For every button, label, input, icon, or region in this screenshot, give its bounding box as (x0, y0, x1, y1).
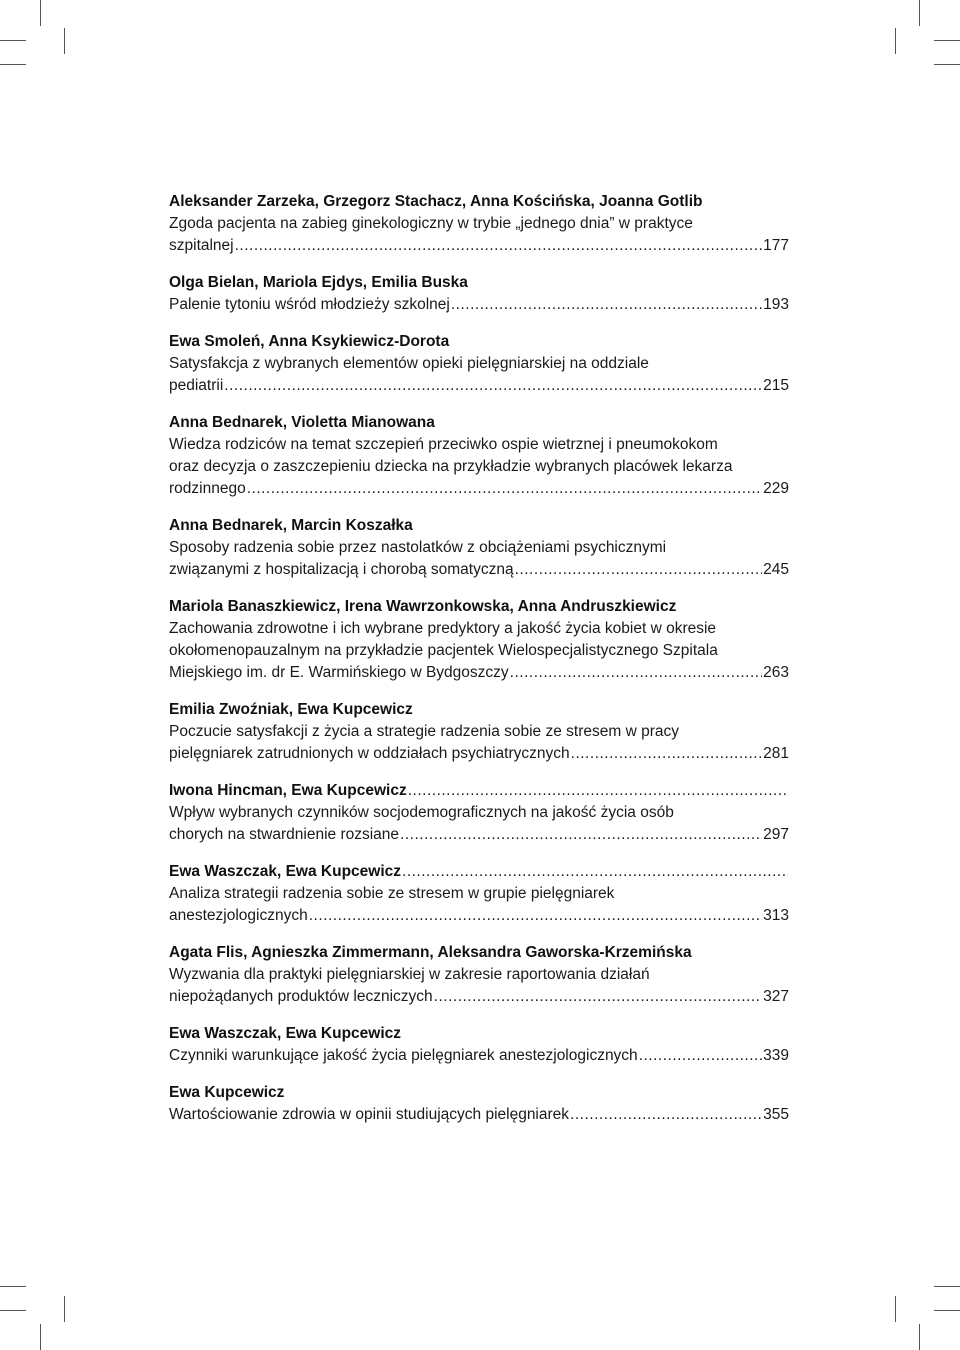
dot-leader (451, 294, 762, 316)
crop-mark (0, 1286, 26, 1287)
crop-mark (895, 28, 896, 54)
dot-leader (402, 861, 788, 883)
crop-mark (919, 0, 920, 26)
toc-title-last-row (169, 662, 789, 684)
toc-title-line: Zachowania zdrowotne i ich wybrane predyktory a jakość życia kobiet w okresie (169, 620, 717, 637)
toc-entry (169, 699, 789, 765)
page-number: 281 (763, 745, 789, 762)
toc-title-line: związanymi z hospitalizacją i chorobą somatyczną (169, 561, 514, 578)
crop-mark (934, 40, 960, 41)
toc-title-last-row (169, 559, 789, 581)
toc-title-line: Czynniki warunkujące jakość życia pielęgniarek anestezjologicznych (169, 1047, 638, 1064)
toc-entry (169, 515, 789, 581)
toc-title-line: szpitalnej (169, 237, 234, 254)
crop-mark (64, 28, 65, 54)
toc-authors: Ewa Smoleń, Anna Ksykiewicz-Dorota (169, 333, 450, 350)
toc-authors: Iwona Hincman, Ewa Kupcewicz (169, 782, 407, 799)
dot-leader (224, 375, 762, 397)
toc-authors: Aleksander Zarzeka, Grzegorz Stachacz, Anna Kościńska, Joanna Gotlib (169, 193, 703, 210)
toc-title-last-row (169, 478, 789, 500)
toc-entry (169, 596, 789, 684)
toc-entry (169, 412, 789, 500)
toc-title-line: Analiza strategii radzenia sobie ze stresem w grupie pielęgniarek (169, 885, 615, 902)
toc-title-line: okołomenopauzalnym na przykładzie pacjentek Wielospecjalistycznego Szpitala (169, 642, 718, 659)
toc-title-line: niepożądanych produktów leczniczych (169, 988, 433, 1005)
toc-title-line: pielęgniarek zatrudnionych w oddziałach psychiatrycznych (169, 745, 570, 762)
crop-mark (40, 0, 41, 26)
toc-title-line: Wpływ wybranych czynników socjodemograficznych na jakość życia osób (169, 804, 674, 821)
crop-mark (40, 1324, 41, 1350)
page-number: 193 (763, 296, 789, 313)
page-number: 245 (763, 561, 789, 578)
toc-title-line: chorych na stwardnienie rozsiane (169, 826, 400, 843)
crop-mark (895, 1296, 896, 1322)
toc-authors: Emilia Zwoźniak, Ewa Kupcewicz (169, 701, 413, 718)
crop-mark (934, 64, 960, 65)
toc-entry (169, 331, 789, 397)
toc-authors: Ewa Waszczak, Ewa Kupcewicz (169, 1025, 402, 1042)
toc-authors-row (169, 780, 789, 802)
toc-title-last-row (169, 1104, 789, 1126)
crop-mark (0, 1310, 26, 1311)
toc-entry (169, 1023, 789, 1067)
dot-leader (400, 824, 762, 846)
toc-title-last-row (169, 375, 789, 397)
toc-title-line: oraz decyzja o zaszczepieniu dziecka na przykładzie wybranych placówek lekarza (169, 458, 733, 475)
toc-title-line: anestezjologicznych (169, 907, 308, 924)
toc-title-line: Sposoby radzenia sobie przez nastolatków z obciążeniami psychicznymi (169, 539, 667, 556)
toc-title-last-row (169, 1045, 789, 1067)
page-number: 229 (763, 480, 789, 497)
toc-title-line: pediatrii (169, 377, 224, 394)
toc-title-line: Zgoda pacjenta na zabieg ginekologiczny w trybie „jednego dnia” w praktyce (169, 215, 693, 232)
dot-leader (570, 1104, 762, 1126)
toc-title-line: Wartościowanie zdrowia w opinii studiujących pielęgniarek (169, 1106, 570, 1123)
dot-leader (309, 905, 762, 927)
page-number: 339 (763, 1047, 789, 1064)
page-number: 177 (763, 237, 789, 254)
toc-title-last-row (169, 824, 789, 846)
page-number: 215 (763, 377, 789, 394)
dot-leader (515, 559, 763, 581)
toc-title-last-row (169, 986, 789, 1008)
crop-mark (64, 1296, 65, 1322)
toc-authors: Anna Bednarek, Violetta Mianowana (169, 414, 435, 431)
toc-title-line: Wyzwania dla praktyki pielęgniarskiej w zakresie raportowania działań (169, 966, 650, 983)
dot-leader (235, 235, 763, 257)
page-number: 355 (763, 1106, 789, 1123)
toc-entry (169, 942, 789, 1008)
page-number: 263 (763, 664, 789, 681)
dot-leader (510, 662, 762, 684)
toc-title-last-row (169, 235, 789, 257)
toc-title-last-row (169, 294, 789, 316)
toc-authors: Ewa Waszczak, Ewa Kupcewicz (169, 863, 402, 880)
toc-entry (169, 780, 789, 846)
toc-title-line: Satysfakcja z wybranych elementów opieki pielęgniarskiej na oddziale (169, 355, 649, 372)
dot-leader (571, 743, 762, 765)
page-number: 297 (763, 826, 789, 843)
page-number: 327 (763, 988, 789, 1005)
table-of-contents (169, 191, 789, 1141)
toc-title-line: Poczucie satysfakcji z życia a strategie radzenia sobie ze stresem w pracy (169, 723, 679, 740)
toc-title-last-row (169, 905, 789, 927)
toc-authors: Agata Flis, Agnieszka Zimmermann, Aleksandra Gaworska-Krzemińska (169, 944, 692, 961)
crop-mark (919, 1324, 920, 1350)
toc-entry (169, 272, 789, 316)
page-number: 313 (763, 907, 789, 924)
toc-title-line: Wiedza rodziców na temat szczepień przeciwko ospie wietrznej i pneumokokom (169, 436, 718, 453)
dot-leader (408, 780, 788, 802)
toc-title-last-row (169, 743, 789, 765)
toc-authors: Ewa Kupcewicz (169, 1084, 285, 1101)
toc-title-line: Miejskiego im. dr E. Warmińskiego w Bydgoszczy (169, 664, 509, 681)
toc-authors: Mariola Banaszkiewicz, Irena Wawrzonkowska, Anna Andruszkiewicz (169, 598, 677, 615)
crop-mark (934, 1286, 960, 1287)
toc-entry (169, 1082, 789, 1126)
crop-mark (934, 1310, 960, 1311)
toc-title-line: Palenie tytoniu wśród młodzieży szkolnej (169, 296, 450, 313)
toc-entry (169, 861, 789, 927)
dot-leader (639, 1045, 762, 1067)
toc-entry (169, 191, 789, 257)
toc-authors-row (169, 861, 789, 883)
toc-authors: Anna Bednarek, Marcin Koszałka (169, 517, 413, 534)
crop-mark (0, 40, 26, 41)
dot-leader (247, 478, 762, 500)
dot-leader (434, 986, 762, 1008)
toc-title-line: rodzinnego (169, 480, 246, 497)
toc-authors: Olga Bielan, Mariola Ejdys, Emilia Buska (169, 274, 468, 291)
crop-mark (0, 64, 26, 65)
